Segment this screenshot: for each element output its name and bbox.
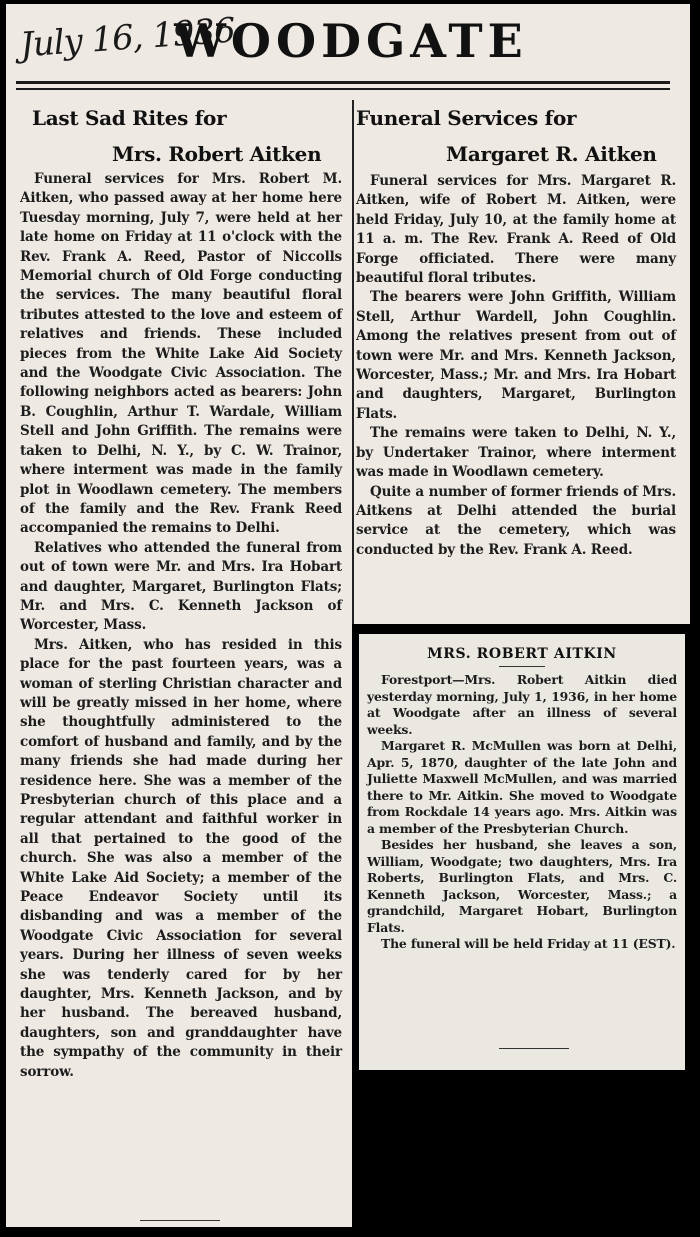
right-paragraph: The bearers were John Griffith, William Stell, Arthur Wardell, John Coughlin. Among the relatives present from out of town were Mr. and Mrs. Kenneth Jackson, Worcester, Mass.; Mr. and Mrs. Ira Hobart and daughters, Margaret, Burlington Flats.	[356, 289, 676, 422]
left-end-rule	[140, 1220, 220, 1221]
left-headline-line2: Mrs. Robert Aitken	[112, 142, 322, 166]
right-article-body	[356, 172, 676, 560]
left-headline-line1: Last Sad Rites for	[32, 106, 227, 130]
left-paragraph: Relatives who attended the funeral from out of town were Mr. and Mrs. Ira Hobart and daughter, Margaret, Burlington Flats; Mr. and Mrs. C. Kenneth Jackson of Worcester, Mass.	[20, 539, 342, 634]
right-paragraph: Funeral services for Mrs. Margaret R. Aitken, wife of Robert M. Aitken, were held Friday, July 10, at the family home at 11 a. m. The Rev. Frank A. Reed of Old Forge officiated. There were many beautiful floral tributes.	[356, 173, 676, 287]
obituary-paragraph: Besides her husband, she leaves a son, William, Woodgate; two daughters, Mrs. Ira Roberts, Burlington Flats, and Mrs. C. Kenneth Jackson, Worcester, Mass.; a grandchild, Margaret Hobart, Burlington Flats.	[367, 837, 677, 935]
masthead-rule-top	[16, 81, 670, 84]
masthead-rule-bottom	[16, 88, 670, 90]
obituary-end-rule	[499, 1048, 569, 1049]
left-article-body	[20, 170, 342, 1082]
right-paragraph: The remains were taken to Delhi, N. Y., by Undertaker Trainor, where interment was made in Woodlawn cemetery.	[356, 425, 676, 481]
obituary-clipping	[359, 634, 685, 1070]
column-divider	[352, 100, 354, 624]
handwritten-date: July 16, 1936	[18, 10, 236, 66]
obituary-body	[367, 672, 677, 953]
right-paragraph: Quite a number of former friends of Mrs. Aitkens at Delhi attended the burial service at the cemetery, which was conducted by the Rev. Frank A. Reed.	[356, 483, 676, 558]
right-headline-line1: Funeral Services for	[356, 106, 577, 130]
right-headline-line2: Margaret R. Aitken	[446, 142, 657, 166]
left-paragraph: Mrs. Aitken, who has resided in this place for the past fourteen years, was a woman of sterling Christian character and will be greatly missed in her home, where she thoughtfully administered to the comfort of husband and family, and by the many friends she had made during her residence here. She was a member of the Presbyterian church of this place and a regular attendant and faithful worker in all that pertained to the good of the church. She was also a member of the White Lake Aid Society; a member of the Peace Endeavor Society until its disbanding and was a member of the Woodgate Civic Association for several years. During her illness of seven weeks she was tenderly cared for by her daughter, Mrs. Kenneth Jackson, and by her husband. The bereaved husband, daughters, son and granddaughter have the sympathy of the community in their sorrow.	[20, 636, 342, 1080]
obituary-paragraph: Margaret R. McMullen was born at Delhi, Apr. 5, 1870, daughter of the late John and Juliette Maxwell McMullen, and was married there to Mr. Aitkin. She moved to Woodgate from Rockdale 14 years ago. Mrs. Aitkin was a member of the Presbyterian Church.	[367, 738, 677, 836]
obituary-paragraph: The funeral will be held Friday at 11 (EST).	[381, 936, 676, 951]
obituary-paragraph: Forestport—Mrs. Robert Aitkin died yesterday morning, July 1, 1936, in her home at Woodgate after an illness of several weeks.	[367, 672, 677, 737]
masthead-title: WOODGATE	[174, 14, 528, 68]
obituary-title: MRS. ROBERT AITKIN	[427, 646, 617, 662]
obituary-title-rule	[499, 666, 545, 667]
left-paragraph: Funeral services for Mrs. Robert M. Aitken, who passed away at her home here Tuesday morning, July 7, were held at her late home on Friday at 11 o'clock with the Rev. Frank A. Reed, Pastor of Niccolls Memorial church of Old Forge conducting the services. The many beautiful floral tributes attested to the love and esteem of relatives and friends. These included pieces from the White Lake Aid Society and the Woodgate Civic Association. The following neighbors acted as bearers: John B. Coughlin, Arthur T. Wardale, William Stell and John Griffith. The remains were taken to Delhi, N. Y., by C. W. Trainor, where interment was made in the family plot in Woodlawn cemetery. The members of the family and the Rev. Frank Reed accompanied the remains to Delhi.	[20, 171, 342, 537]
